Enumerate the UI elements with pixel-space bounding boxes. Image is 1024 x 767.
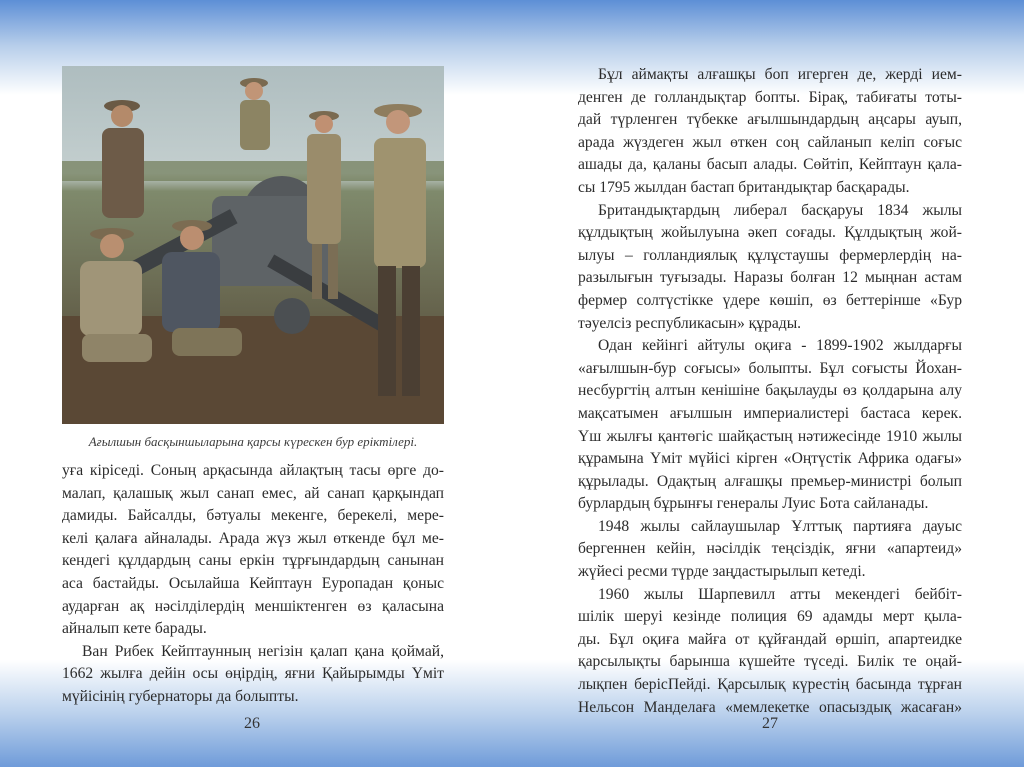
page-number: 26: [244, 715, 260, 732]
text-line: Бұл аймақты алғашқы боп игерген де, жерді ием-: [598, 66, 962, 83]
text-line: ылуы – голландиялық құлұстаушы фермерлердің на-: [578, 246, 962, 264]
text-line: дамиды. Байсалды, бәтуалы мекенге, берекелі, мере-: [62, 507, 444, 525]
text-line: шілік шеруі кезінде полиция 69 адамды мерт қыла-: [578, 608, 962, 626]
text-line: бурлардың бұрынғы генералы Луис Бота сайланады.: [578, 495, 929, 513]
text-line: Британдықтардың либерал басқаруы 1834 жылы: [598, 201, 962, 219]
text-line: Ван Рибек Кейптаунның негізін қалап қана қоймай,: [82, 642, 444, 660]
text-line: арада жүздеген жыл өткен соң сайланып келіп соғыс: [578, 133, 962, 151]
text-line: несбургтің алтын кенішіне бақылауды өз қолдарына алу: [578, 382, 962, 400]
text-line: кендегі құлдардың саны еркін тұрғындардың санынан: [62, 552, 444, 570]
text-line: сы 1795 жылдан бастап британдықтар басқарады.: [578, 178, 910, 196]
text-line: айналып кете барады.: [62, 620, 207, 638]
text-line: Үш жылғы қантөгіс шайқастың нәтижесінде 1910 жылы: [578, 427, 962, 445]
text-line: құрылады. Одақтың алғашқы премьер-министрі болып: [578, 472, 962, 490]
text-line: мүйісінің губернаторы да болыпты.: [62, 687, 299, 705]
photo-caption: Ағылшын басқыншыларына қарсы күрескен бур еріктілері.: [88, 434, 418, 449]
text-line: фермер солтүстікке үдере көшіп, өз беттерінше «Бур: [578, 291, 962, 309]
text-line: аса бастайды. Осылайша Кейптаун Еуропадан қоныс: [62, 574, 444, 592]
text-line: келі қалаға айналады. Арада жүз жыл өткенде бұл ме-: [62, 529, 444, 547]
text-line: дай түрленген түбекке ағылшындардың аңсары ауып,: [578, 111, 962, 129]
right-page-text: [578, 64, 962, 719]
text-line: «ағылшын-бур соғысы» болыпты. Бұл соғысты Йохан-: [578, 359, 962, 377]
left-page-text: [62, 460, 444, 709]
text-line: лықпен берісПейді. Қарсылық күрестің басында тұрған: [578, 676, 962, 694]
text-line: құлдықтың жойылуына әкеп соғады. Құлдықтың жой-: [578, 224, 962, 242]
text-line: разылығын туғызады. Наразы болған 12 мыңнан астам: [578, 269, 962, 287]
boer-volunteers-photo: [62, 66, 444, 424]
text-line: жүйесі ресми түрде заңдастырылып кетеді.: [578, 563, 866, 581]
text-line: аударған ақ нәсілділердің меншіктенген өз қаласына: [62, 597, 444, 615]
text-line: 1948 жылы сайлаушылар Ұлттық партияға дауыс: [598, 517, 962, 535]
text-line: 1960 жылы Шарпевилл атты мекендегі бейбіт-: [598, 585, 962, 603]
text-line: тәуелсіз республикасын» құрады.: [578, 314, 802, 332]
text-line: қарсылықты барынша күшейте түседі. Билік те оңай-: [578, 653, 962, 671]
text-line: Одан кейінгі айтулы оқиға - 1899-1902 жылдарғы: [598, 337, 962, 355]
text-line: уға кіріседі. Соның арқасында айлақтың тасы өрге до-: [62, 462, 444, 479]
text-line: денген де голландықтар бопты. Бірақ, табиғаты тоты-: [578, 88, 962, 106]
photo-illustration: [62, 66, 444, 424]
text-line: ды. Бұл оқиға майға от құйғандай өршіп, апартеидке: [578, 630, 962, 648]
text-line: 1662 жылға дейін осы өңірдің, яғни Қайырымды Үміт: [62, 665, 444, 683]
text-line: бергеннен кейін, нәсілдік теңсіздік, яғни «апартеид»: [578, 540, 962, 558]
text-line: малап, қалашық жыл санап емес, ай санап қарқындап: [62, 484, 444, 502]
text-line: Нельсон Манделаға «мемлекетке опасыздық жасаған»: [578, 698, 962, 716]
text-line: мақсатымен ағылшын империалистері бастаса керек.: [578, 404, 962, 422]
text-line: ашады да, қаланы басып алады. Сөйтіп, Кейптаун қала-: [578, 156, 962, 174]
text-line: құрамына Үміт мүйісі кірген «Оңтүстік Африка одағы»: [578, 450, 962, 468]
page-number: 27: [762, 715, 778, 732]
